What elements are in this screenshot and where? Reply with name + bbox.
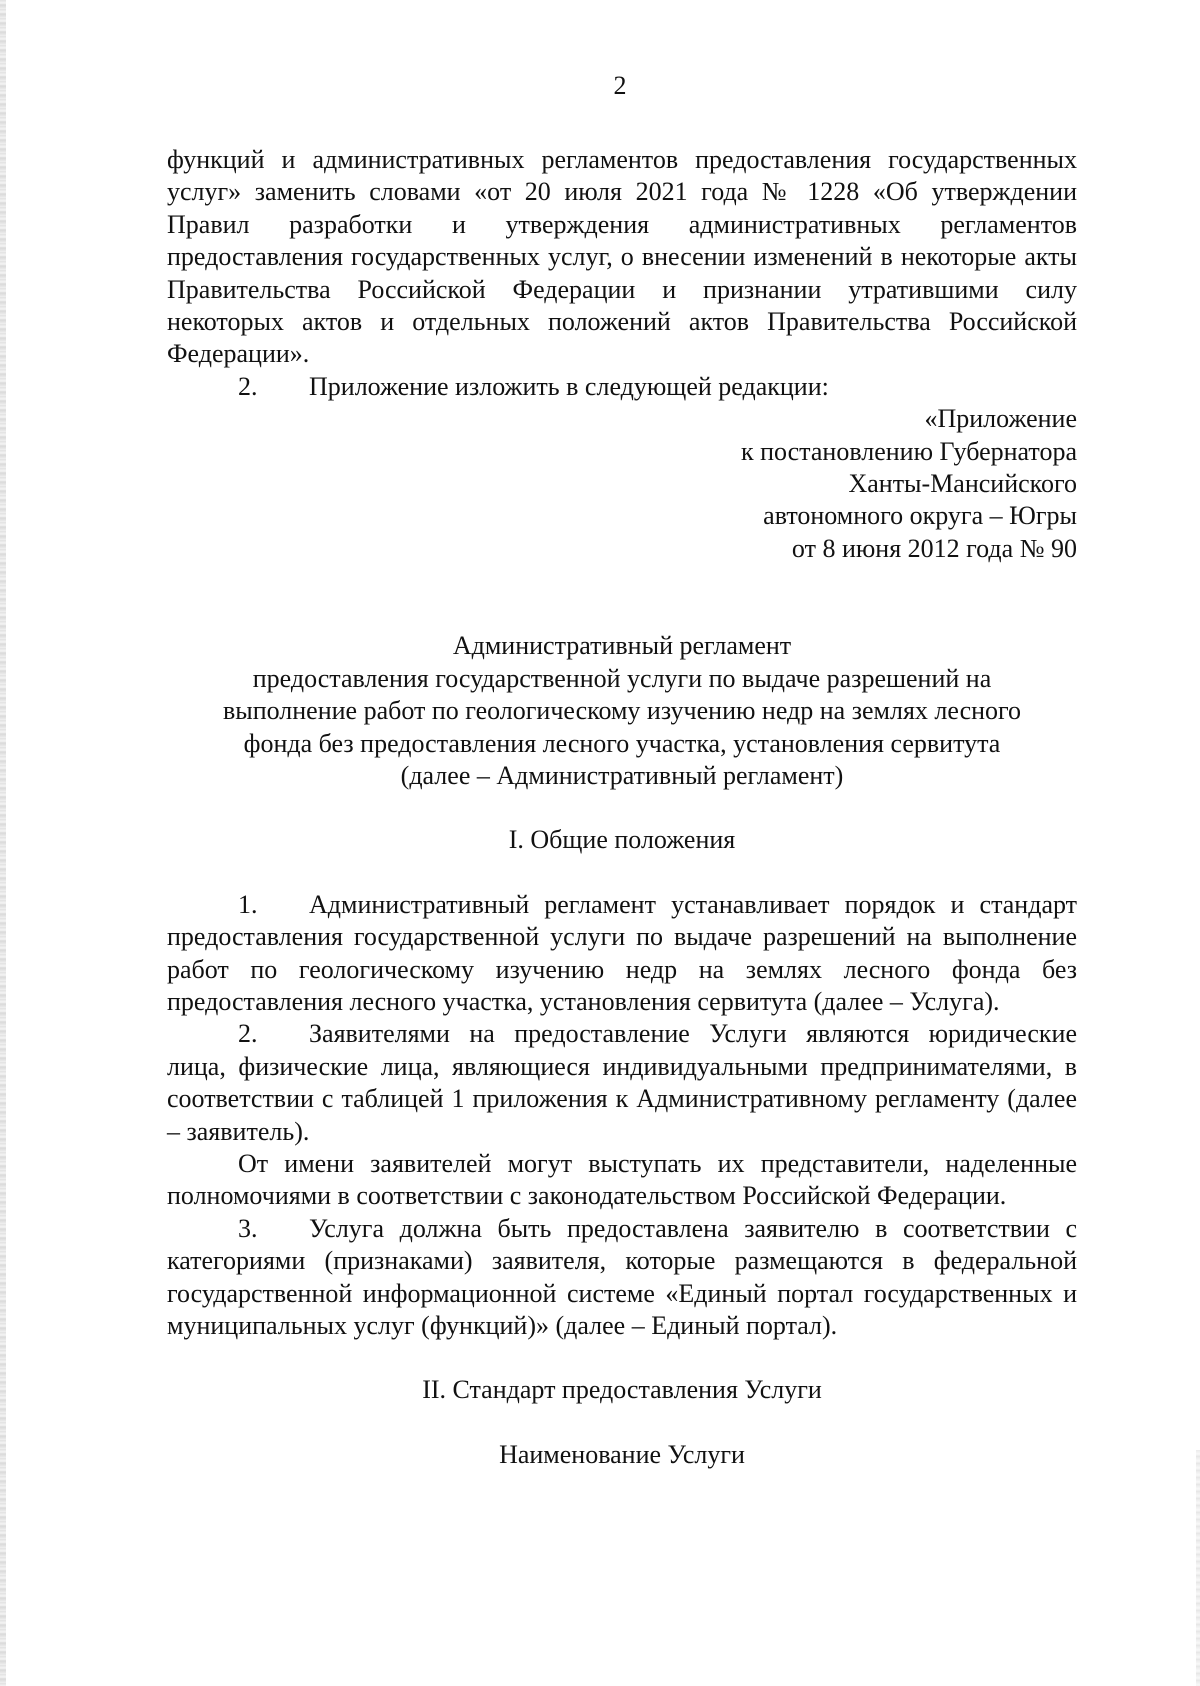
list-item-2 <box>167 371 1077 403</box>
paragraph-number: 1. <box>238 889 258 919</box>
section-1-paragraph <box>167 889 1077 1019</box>
list-item-2-number: 2. <box>238 371 258 401</box>
appendix-line: к постановлению Губернатора <box>740 436 1077 466</box>
document-body <box>167 144 1077 1471</box>
section-2-subheading: Наименование Услуги <box>499 1439 745 1469</box>
paragraph-number: 2. <box>238 1019 258 1049</box>
scan-edge-left <box>0 0 6 1686</box>
regulation-title <box>167 630 1077 792</box>
scan-edge-right <box>1196 1450 1200 1686</box>
paragraph-text: Услуга должна быть предоставлена заявителю в соответствии с категориями (признаками) заявителя, которые размещаются в федеральной государственной информационной системе «Единый портал государственных и муниципальных услуг (функций)» (далее – Единый портал). <box>167 1213 1077 1340</box>
section-1-paragraph <box>167 1148 1077 1213</box>
appendix-line: Ханты-Мансийского <box>848 469 1077 499</box>
section-1-paragraph <box>167 1213 1077 1343</box>
paragraph-number: 3. <box>238 1213 258 1243</box>
list-item-2-text: Приложение изложить в следующей редакции: <box>309 371 829 401</box>
regulation-title-line: фонда без предоставления лесного участка, установления сервитута <box>243 728 1001 758</box>
appendix-header <box>167 403 1077 565</box>
appendix-line: от 8 июня 2012 года № 90 <box>791 533 1077 563</box>
section-2-heading: II. Стандарт предоставления Услуги <box>422 1375 822 1405</box>
appendix-line: «Приложение <box>924 404 1077 434</box>
paragraph-text: Заявителями на предоставление Услуги являются юридические лица, физические лица, являющиеся индивидуальными предпринимателями, в соответствии с таблицей 1 приложения к Административному регламенту (далее – заявитель). <box>167 1019 1077 1146</box>
appendix-line: автономного округа – Югры <box>763 501 1077 531</box>
regulation-title-line: (далее – Административный регламент) <box>400 760 844 790</box>
regulation-title-line: выполнение работ по геологическому изучению недр на землях лесного <box>222 696 1022 726</box>
page-number: 2 <box>613 71 627 100</box>
section-1-heading: I. Общие положения <box>508 825 736 855</box>
intro-paragraph: функций и административных регламентов предоставления государственных услуг» заменить словами «от 20 июля 2021 года № 1228 «Об утверждении Правил разработки и утверждения административных регламентов предоставления государственных услуг, о внесении изменений в некоторые акты Правительства Российской Федерации и признании утратившими силу некоторых актов и отдельных положений актов Правительства Российской Федерации». <box>167 145 1077 369</box>
paragraph-text: Административный регламент устанавливает порядок и стандарт предоставления государственной услуги по выдаче разрешений на выполнение работ по геологическому изучению недр на землях лесного фонда без предоставления лесного участка, установления сервитута (далее – Услуга). <box>167 889 1077 1016</box>
regulation-title-line: предоставления государственной услуги по выдаче разрешений на <box>252 663 992 693</box>
section-1-paragraph <box>167 1018 1077 1148</box>
regulation-title-line: Административный регламент <box>452 631 792 661</box>
section-1-body <box>167 889 1077 1343</box>
paragraph-text: От имени заявителей могут выступать их представители, наделенные полномочиями в соответствии с законодательством Российской Федерации. <box>167 1148 1077 1211</box>
